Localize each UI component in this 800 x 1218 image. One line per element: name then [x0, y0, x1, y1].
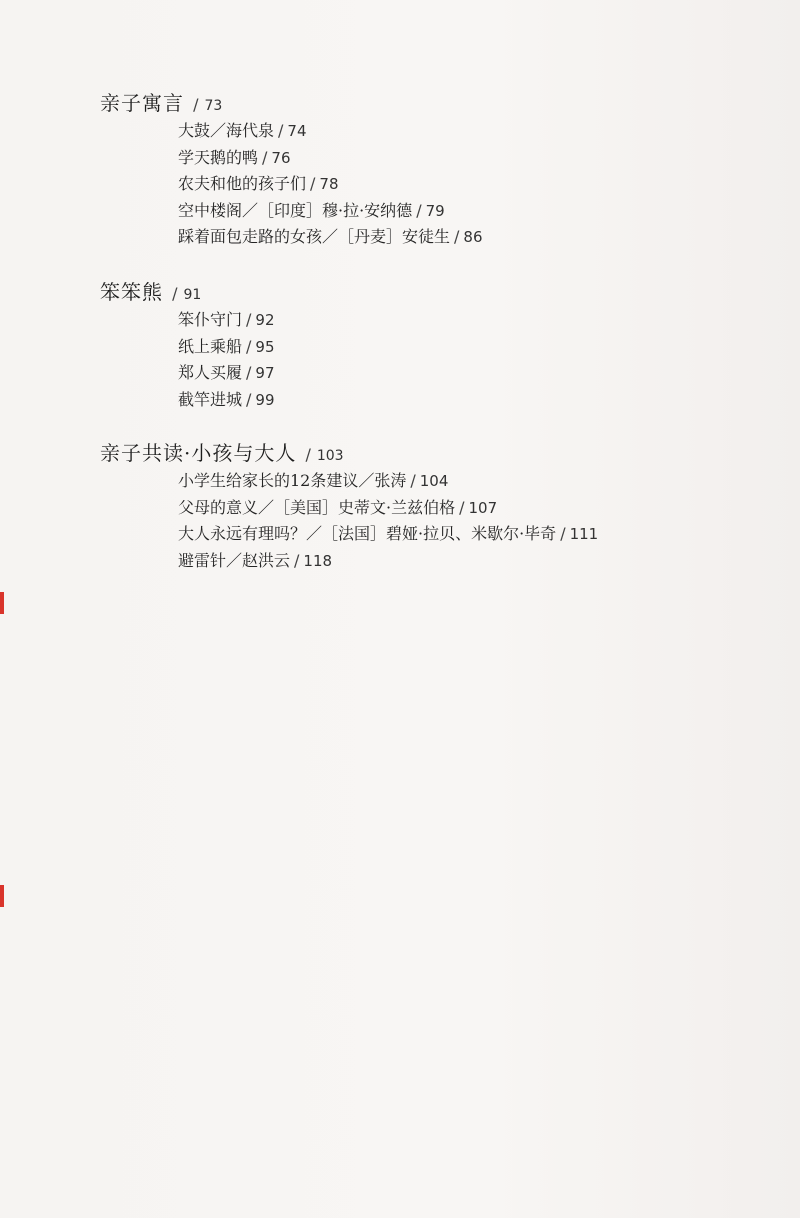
toc-section-shared-reading [100, 438, 760, 574]
separator: / [246, 389, 252, 409]
toc-entry [178, 224, 760, 251]
entry-page-number: 111 [569, 525, 599, 543]
entry-page-number: 99 [255, 390, 275, 409]
section-page-number: 73 [204, 98, 223, 114]
entry-title: 学天鹅的鸭 [178, 147, 259, 167]
toc-entry [178, 521, 760, 548]
entry-title: 农夫和他的孩子们 [178, 174, 307, 193]
entry-page-number: 86 [463, 228, 483, 246]
entry-page-number: 92 [255, 311, 275, 329]
entry-title: 截竿进城 [178, 389, 243, 409]
entry-page-number: 76 [271, 148, 291, 167]
separator: / [410, 471, 416, 490]
entry-page-number: 95 [255, 337, 275, 356]
section-title: 亲子共读·小孩与大人 [100, 441, 297, 465]
entry-page-number: 107 [468, 498, 498, 517]
separator: / [294, 550, 300, 570]
separator: / [193, 95, 199, 114]
toc-entry [178, 495, 760, 522]
separator: / [172, 284, 178, 303]
section-heading [100, 438, 760, 468]
entry-title: 郑人买履 [178, 363, 243, 382]
separator: / [305, 445, 311, 464]
toc-entry [178, 548, 760, 575]
toc-section-clumsy-bear [100, 277, 760, 413]
toc-entry [178, 118, 760, 145]
entry-page-number: 78 [319, 175, 339, 193]
red-edge-mark-upper [0, 592, 4, 614]
toc-entry [178, 198, 760, 225]
section-page-number: 103 [316, 448, 344, 464]
entry-page-number: 97 [255, 364, 275, 382]
separator: / [278, 121, 284, 140]
toc-entry [178, 171, 760, 198]
section-page-number: 91 [183, 287, 202, 303]
entry-title: 纸上乘船 [178, 336, 243, 356]
entry-page-number: 104 [419, 472, 449, 490]
entry-page-number: 74 [287, 122, 307, 140]
separator: / [459, 497, 465, 517]
toc-entry [178, 387, 760, 414]
section-heading [100, 277, 760, 307]
separator: / [262, 147, 268, 167]
entry-title: 踩着面包走路的女孩／［丹麦］安徒生 [178, 227, 451, 246]
separator: / [246, 363, 252, 382]
section-heading [100, 88, 760, 118]
section-title: 亲子寓言 [100, 91, 184, 115]
separator: / [310, 174, 316, 193]
entry-title: 大鼓／海代泉 [178, 121, 275, 140]
separator: / [246, 336, 252, 356]
entry-list [100, 468, 760, 574]
entry-title: 父母的意义／［美国］史蒂文·兰兹伯格 [178, 497, 456, 517]
toc-entry [178, 307, 760, 334]
separator: / [560, 524, 566, 543]
entry-list [100, 307, 760, 413]
toc-entry [178, 334, 760, 361]
separator: / [416, 200, 422, 220]
toc-section-fables [100, 88, 760, 251]
toc-entry [178, 468, 760, 495]
separator: / [246, 310, 252, 329]
red-edge-mark-lower [0, 885, 4, 907]
entry-page-number: 79 [425, 201, 445, 220]
entry-title: 大人永远有理吗？／［法国］碧娅·拉贝、米歇尔·毕奇 [178, 524, 557, 543]
entry-page-number: 118 [303, 551, 333, 570]
entry-title: 笨仆守门 [178, 310, 243, 329]
section-title: 笨笨熊 [100, 280, 163, 304]
entry-title: 空中楼阁／［印度］穆·拉·安纳德 [178, 200, 413, 220]
entry-list [100, 118, 760, 251]
toc-entry [178, 360, 760, 387]
entry-title: 避雷针／赵洪云 [178, 550, 291, 570]
toc-entry [178, 145, 760, 172]
entry-title: 小学生给家长的12条建议／张涛 [178, 471, 407, 490]
separator: / [454, 227, 460, 246]
